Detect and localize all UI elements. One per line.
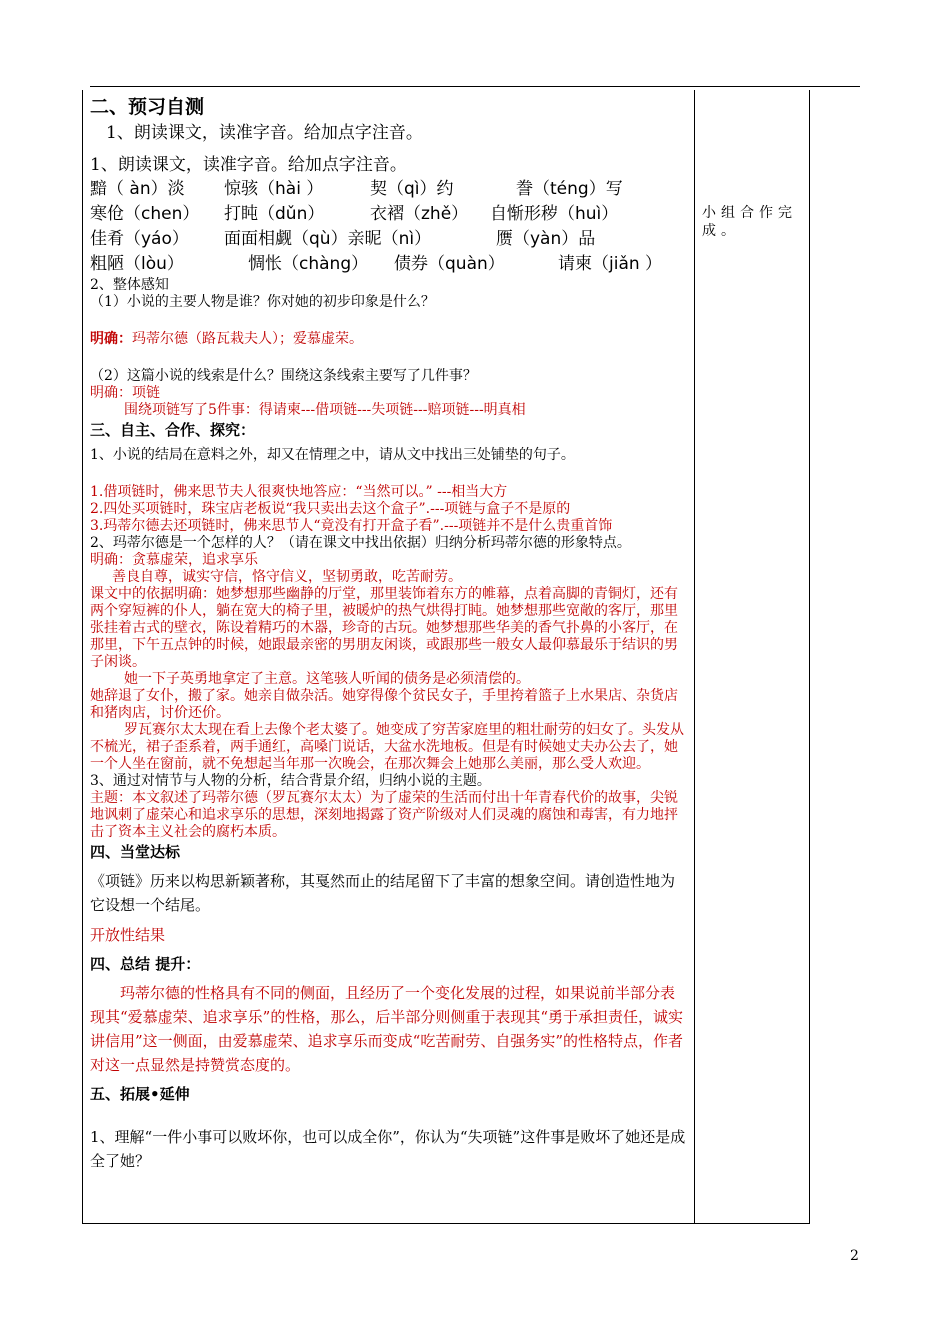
pinyin-item: 衣褶（zhě） bbox=[370, 204, 469, 224]
answer-3-1-2: 2.四处买项链时，珠宝店老板说“我只卖出去这个盒子”.---项链与盒子不是原的 bbox=[90, 501, 571, 517]
question-3-1: 1、小说的结局在意料之外，却又在情理之中，请从文中找出三处铺垫的句子。 bbox=[90, 447, 575, 463]
section-3-title: 三、自主、合作、探究： bbox=[90, 421, 256, 439]
pinyin-item: 佳肴（yáo） bbox=[90, 229, 189, 249]
header-rule bbox=[90, 86, 860, 87]
pinyin-row-2 bbox=[90, 202, 688, 227]
pinyin-item: 黯（ àn）淡 bbox=[90, 179, 185, 199]
pinyin-item: 面面相觑（qù）亲昵（nì） bbox=[224, 229, 432, 249]
column-divider bbox=[694, 90, 695, 1223]
question-3-2: 2、玛蒂尔德是一个怎样的人？（请在课文中找出依据）归纳分析玛蒂尔德的形象特点。 bbox=[90, 535, 631, 551]
question-2-2: （2）这篇小说的线索是什么？围绕这条线索主要写了几件事？ bbox=[90, 368, 477, 384]
answer-2-1 bbox=[90, 331, 688, 348]
section-4a-answer: 开放性结果 bbox=[90, 926, 166, 944]
answer-2-2-line2: 围绕项链写了5件事：得请柬---借项链---失项链---赔项链---明真相 bbox=[124, 402, 526, 418]
page-number: 2 bbox=[850, 1248, 859, 1264]
question-2-1: （1）小说的主要人物是谁？你对她的初步印象是什么？ bbox=[90, 294, 435, 310]
answer-label: 明确： bbox=[90, 331, 132, 347]
section-4b-text: 玛蒂尔德的性格具有不同的侧面，且经历了一个变化发展的过程，如果说前半部分表现其“爱慕虚荣、追求享乐”的性格，那么，后半部分则侧重于表现其“勇于承担责任，诚实讲信用”这一侧面，由爱慕虚荣、追求享乐而变成“吃苦耐劳、自强务实”的性格特点，作者对这一点显然是持赞赏态度的。 bbox=[90, 984, 684, 1074]
pinyin-row-3 bbox=[90, 227, 688, 252]
answer-3-2-1: 明确：贪慕虚荣，追求享乐 bbox=[90, 552, 258, 568]
answer-3-2-3: 课文中的依据明确：她梦想那些幽静的厅堂，那里装饰着东方的帷幕，点着高脚的青铜灯，还有两个穿短裤的仆人，躺在宽大的椅子里，被暖炉的热气烘得打盹。她梦想那些宽敞的客厅，那里张挂着古式的壁衣，陈设着精巧的木器，珍奇的古玩。她梦想那些华美的香气扑鼻的小客厅，在那里，下午五点钟的时候，她跟最亲密的男朋友闲谈，或跟那些一般女人最仰慕最乐于结识的男子闲谈。 bbox=[90, 586, 678, 670]
pinyin-item: 债券（quàn） bbox=[394, 254, 505, 274]
pinyin-item: 契（qì）约 bbox=[370, 179, 454, 199]
answer-3-2-2: 善良自尊，诚实守信，恪守信义，坚韧勇敢，吃苦耐劳。 bbox=[112, 569, 462, 585]
question-1b: 1、朗读课文，读准字音。给加点字注音。 bbox=[90, 155, 407, 175]
answer-3-2-6: 罗瓦赛尔太太现在看上去像个老太婆了。她变成了穷苦家庭里的粗壮耐劳的妇女了。头发从不梳光，裙子歪系着，两手通红，高嗓门说话，大盆水洗地板。但是有时候她丈夫办公去了，她一个人坐在窗前，就不免想起当年那一次晚会，在那次舞会上她那么美丽，那么受人欢迎。 bbox=[90, 722, 684, 772]
answer-3-3: 主题：本文叙述了玛蒂尔德（罗瓦赛尔太太）为了虚荣的生活而付出十年青春代价的故事，尖锐地讽刺了虚荣心和追求享乐的思想，深刻地揭露了资产阶级对人们灵魂的腐蚀和毒害，有力地抨击了资本主义社会的腐朽本质。 bbox=[90, 790, 678, 840]
answer-2-2-line1: 明确：项链 bbox=[90, 385, 160, 401]
answer-3-1-1: 1.借项链时，佛来思节夫人很爽快地答应：“当然可以。” ---相当大方 bbox=[90, 484, 508, 500]
question-2-title: 2、整体感知 bbox=[90, 277, 169, 293]
pinyin-item: 誊（téng）写 bbox=[516, 179, 623, 199]
pinyin-item: 粗陋（lòu） bbox=[90, 254, 184, 274]
pinyin-item: 惆怅（chàng） bbox=[248, 254, 369, 274]
section-5-title: 五、拓展•延伸 bbox=[90, 1085, 190, 1103]
main-column bbox=[90, 93, 688, 1219]
pinyin-item: 请柬（jiǎn ） bbox=[558, 254, 663, 274]
pinyin-item: 寒伧（chen） bbox=[90, 204, 200, 224]
pinyin-item: 赝（yàn）品 bbox=[496, 229, 596, 249]
pinyin-row-1 bbox=[90, 177, 688, 202]
pinyin-item: 打盹（dǔn） bbox=[224, 204, 325, 224]
pinyin-item: 自惭形秽（huì） bbox=[490, 204, 619, 224]
answer-text: 玛蒂尔德（路瓦栽夫人）；爱慕虚荣。 bbox=[132, 331, 363, 347]
answer-3-2-5: 她辞退了女仆，搬了家。她亲自做杂活。她穿得像个贫民女子，手里挎着篮子上水果店、杂货店和猪肉店，讨价还价。 bbox=[90, 688, 678, 721]
section-4a-title: 四、当堂达标 bbox=[90, 843, 181, 861]
section-4a-question: 《项链》历来以构思新颖著称，其戛然而止的结尾留下了丰富的想象空间。请创造性地为它设想一个结尾。 bbox=[90, 872, 676, 914]
answer-3-1-3: 3.玛蒂尔德去还项链时，佛来思节人“竟没有打开盒子看”.---项链并不是什么贵重首饰 bbox=[90, 518, 613, 534]
section-4b-title: 四、总结 提升： bbox=[90, 955, 201, 973]
side-note: 小组合作完成。 bbox=[702, 205, 797, 239]
question-3-3: 3、通过对情节与人物的分析，结合背景介绍，归纳小说的主题。 bbox=[90, 773, 491, 789]
question-1a: 1、朗读课文，读准字音。给加点字注音。 bbox=[106, 123, 423, 143]
section-2-title: 二、预习自测 bbox=[90, 96, 205, 118]
pinyin-row-4 bbox=[90, 252, 688, 277]
section-5-question: 1、理解“一件小事可以败坏你，也可以成全你”，你认为“失项链”这件事是败坏了她还是成全了她？ bbox=[90, 1128, 686, 1170]
pinyin-item: 惊骇（hài ） bbox=[224, 179, 324, 199]
answer-3-2-4: 她一下子英勇地拿定了主意。这笔骇人听闻的债务是必须清偿的。 bbox=[124, 671, 530, 687]
